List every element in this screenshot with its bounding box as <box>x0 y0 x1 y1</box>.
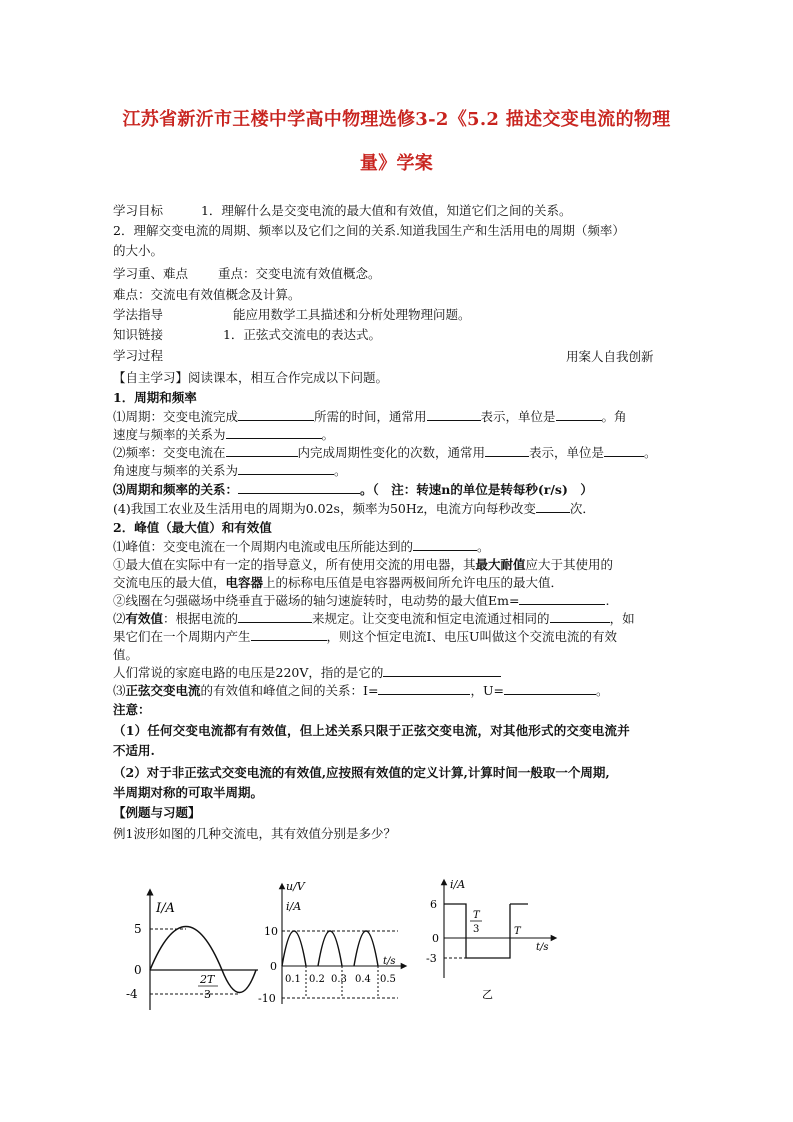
fig3-y-bottom: -3 <box>426 952 437 965</box>
peak-note-text-d: 交流电压的最大值， <box>113 575 226 590</box>
peak-text-b: 。 <box>477 539 490 554</box>
peak-note-2 <box>113 592 609 610</box>
peak-note-1 <box>113 556 613 574</box>
blank[interactable] <box>226 444 298 457</box>
sine-text-d: ，U= <box>470 683 504 698</box>
link-label: 知识链接 <box>113 327 164 342</box>
home-voltage-text: 人们常说的家庭电路的电压是220V，指的是它的 <box>113 665 384 680</box>
blank[interactable] <box>485 444 529 457</box>
frequency-text-d: 。 <box>644 445 657 460</box>
china-freq-text-b: 次． <box>569 501 595 516</box>
sine-bold: 正弦交变电流 <box>125 683 201 698</box>
frequency-text-c: 表示，单位是 <box>529 445 605 460</box>
peak-note-bold-a: 最大耐值 <box>475 557 526 572</box>
fig3-ylabel: i/A <box>450 878 466 891</box>
fig2-tick-4: 0.4 <box>355 974 371 985</box>
fig2-y-top: 10 <box>264 925 278 938</box>
process-label: 学习过程 <box>113 348 164 363</box>
figure-3-square-wave <box>418 878 558 1003</box>
period-line-2 <box>113 426 334 444</box>
fig2-tick-1: 0.1 <box>285 974 301 985</box>
method: 能应用数学工具描述和分析处理物理问题。 <box>232 307 471 322</box>
difficulty: 难点：交流电有效值概念及计算。 <box>113 287 301 302</box>
fig2-tick-3: 0.3 <box>331 974 347 985</box>
note-title: 注意： <box>113 702 151 717</box>
effective-text-f: 果它们在一个周期内产生 <box>113 629 251 644</box>
blank[interactable] <box>383 664 501 677</box>
blank[interactable] <box>550 610 610 623</box>
blank[interactable] <box>413 538 477 551</box>
note-2a: （2）对于非正弦式交变电流的有效值,应按照有效值的定义计算,计算时间一般取一个周期, <box>113 765 610 780</box>
fig2-ylabel: i/A <box>286 900 302 913</box>
effective-text-c: ：根据电流的 <box>163 611 239 626</box>
blank[interactable] <box>226 426 322 439</box>
relation-text-b: 。（ 注：转速n的单位是转每秒(r/s) ） <box>360 482 593 497</box>
title-line-1: 江苏省新沂市王楼中学高中物理选修3-2《5.2 描述交变电流的物理 <box>122 109 671 130</box>
fig1-y-top: 5 <box>134 922 142 936</box>
peak-line <box>113 538 490 556</box>
period-line <box>113 408 627 426</box>
fig2-arc-3 <box>354 931 378 966</box>
note-1a: （1）任何交变电流都有有效值，但上述关系只限于正弦交变电流，对其他形式的交变电流并 <box>113 723 630 738</box>
keypoints-label: 学习重、难点 <box>113 266 189 281</box>
fig2-arc-2 <box>318 931 342 966</box>
fig3-t-end: T <box>514 926 521 937</box>
keypoints-row <box>113 265 381 283</box>
effective-bold: 有效值 <box>125 611 164 626</box>
frequency-line <box>113 444 657 462</box>
peak-note-text-c: 应大于其使用的 <box>525 557 614 572</box>
effective-text-h: 值。 <box>113 647 139 662</box>
link-row <box>113 326 381 344</box>
relation-text-a: ⑶周期和频率的关系： <box>113 482 239 497</box>
peak-note-1b <box>113 574 563 592</box>
fig3-caption: 乙 <box>482 988 493 1001</box>
fig3-y-zero: 0 <box>432 932 439 945</box>
figure-1-sine-wave <box>120 880 260 1020</box>
blank[interactable] <box>427 408 481 421</box>
effective-line <box>113 610 635 628</box>
note-1b: 不适用. <box>113 743 155 758</box>
effective-text-a: ⑵ <box>113 611 126 626</box>
sine-relation-line <box>113 682 608 700</box>
peak-note-2-text: ②线圈在匀强磁场中绕垂直于磁场的轴匀速旋转时，电动势的最大值Em= <box>113 593 520 608</box>
blank[interactable] <box>536 500 570 513</box>
peak-note-2-end: . <box>605 593 610 608</box>
frequency-text-f: 。 <box>334 463 347 478</box>
blank[interactable] <box>519 592 605 605</box>
fig1-positive-half <box>150 927 222 971</box>
title-line-2: 量》学案 <box>359 153 434 174</box>
frequency-text-a: ⑵频率：交变电流在 <box>113 445 226 460</box>
blank[interactable] <box>238 462 334 475</box>
home-voltage-line <box>113 664 501 682</box>
sine-text-e: 。 <box>595 683 609 698</box>
peak-text-a: ⑴峰值：交变电流在一个周期内电流或电压所能达到的 <box>113 539 414 554</box>
method-label: 学法指导 <box>113 307 164 322</box>
figure-2-voltage-wave <box>258 878 408 1008</box>
fig1-ylabel: I/A <box>156 901 175 916</box>
frequency-text-b: 内完成周期性变化的次数，通常用 <box>297 445 486 460</box>
fig2-ylabel-top: u/V <box>286 880 305 893</box>
link: 1．正弦式交流电的表达式。 <box>222 327 381 342</box>
keypoint: 重点：交变电流有效值概念。 <box>217 266 381 281</box>
objective-2b: 的大小。 <box>113 243 164 258</box>
blank[interactable] <box>251 628 327 641</box>
fig1-t-den: 3 <box>204 988 211 1001</box>
china-freq-line <box>113 500 595 518</box>
peak-note-bold-b: 电容器 <box>225 575 264 590</box>
period-text-e: 速度与频率的关系为 <box>113 427 226 442</box>
fig3-xlabel: t/s <box>536 942 549 953</box>
section-2-title: 2．峰值（最大值）和有效值 <box>113 520 272 535</box>
fig2-tick-2: 0.2 <box>309 974 325 985</box>
effective-line-2 <box>113 628 617 646</box>
period-text-d: 。角 <box>601 409 627 424</box>
note-2b: 半周期对称的可取半周期。 <box>113 785 264 800</box>
objective-1: 1．理解什么是交变电流的最大值和有效值，知道它们之间的关系。 <box>200 203 572 218</box>
blank[interactable] <box>238 408 314 421</box>
frequency-text-e: 角速度与频率的关系为 <box>113 463 239 478</box>
period-text-f: 。 <box>321 427 335 442</box>
effective-text-e: ，如 <box>609 611 635 626</box>
fig1-y-zero: 0 <box>134 963 142 977</box>
fig2-xlabel: t/s <box>383 956 396 967</box>
blank[interactable] <box>604 444 644 457</box>
peak-note-text-f: 上的标称电压值是电容器两极间所允许电压的最大值． <box>263 575 564 590</box>
method-row <box>113 306 471 324</box>
fig2-y-zero: 0 <box>270 960 277 973</box>
example-title: 【例题与习题】 <box>113 805 201 820</box>
fig2-arc-1 <box>282 931 306 966</box>
period-text-b: 所需的时间，通常用 <box>314 409 427 424</box>
period-text-c: 表示，单位是 <box>480 409 556 424</box>
relation-line <box>113 481 593 499</box>
frequency-line-2 <box>113 462 347 480</box>
example-1: 例1波形如图的几种交流电，其有效值分别是多少？ <box>113 826 396 841</box>
blank[interactable] <box>556 408 602 421</box>
peak-note-text-a: ①最大值在实际中有一定的指导意义，所有使用交流的用电器，其 <box>113 557 476 572</box>
objectives-row <box>113 202 571 220</box>
blank[interactable] <box>378 682 470 695</box>
section-1-title: 1．周期和频率 <box>113 390 197 405</box>
blank[interactable] <box>238 481 360 494</box>
objective-2a: 2．理解交变电流的周期、频率以及它们之间的关系.知道我国生产和生活用电的周期（频率） <box>113 223 625 238</box>
fig2-tick-5: 0.5 <box>380 974 396 985</box>
sine-text-c: 的有效值和峰值之间的关系：I= <box>200 683 379 698</box>
sine-text-a: ⑶ <box>113 683 126 698</box>
fig1-negative-half <box>222 970 256 993</box>
fig2-y-bottom: -10 <box>258 992 276 1005</box>
effective-text-g: ，则这个恒定电流I、电压U叫做这个交流电流的有效 <box>326 629 617 644</box>
blank[interactable] <box>238 610 312 623</box>
process-right-note: 用案人自我创新 <box>566 349 654 364</box>
china-freq-text-a: (4)我国工农业及生活用电的周期为0.02s，频率为50Hz，电流方向每秒改变 <box>113 501 536 516</box>
blank[interactable] <box>504 682 596 695</box>
fig1-y-bottom: -4 <box>126 987 138 1001</box>
effective-text-d: 来规定。让交变电流和恒定电流通过相同的 <box>312 611 550 626</box>
fig3-t-den: 3 <box>473 924 480 935</box>
fig3-y-top: 6 <box>430 898 437 911</box>
fig3-t-num: T <box>473 910 480 921</box>
fig1-t-num: 2T <box>200 973 215 986</box>
period-text-a: ⑴周期：交变电流完成 <box>113 409 239 424</box>
objectives-label: 学习目标 <box>113 203 164 218</box>
self-study: 【自主学习】阅读课本，相互合作完成以下问题。 <box>113 370 389 385</box>
